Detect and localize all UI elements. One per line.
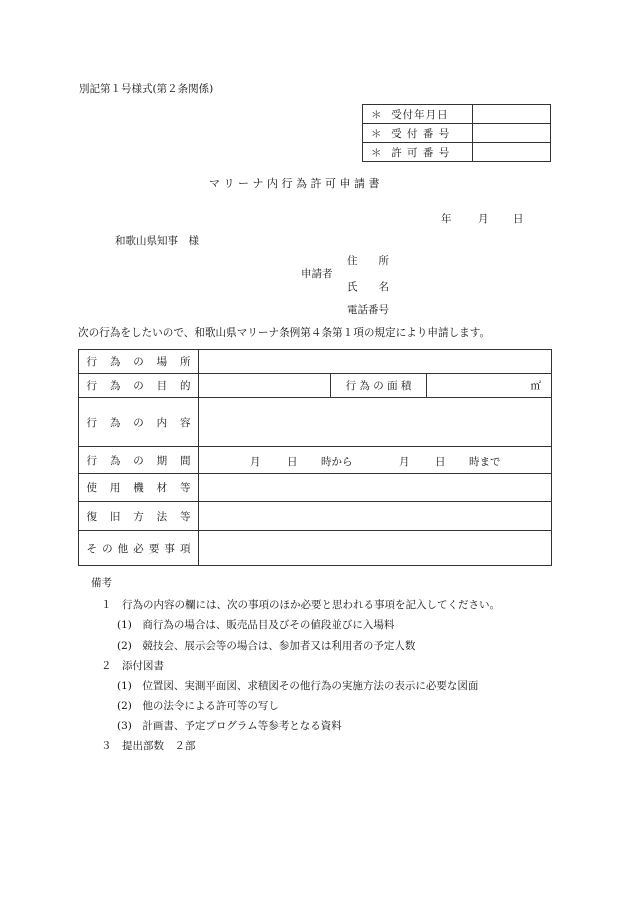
label-purpose: 行 為 の 目 的 — [79, 374, 199, 398]
row-other — [79, 531, 552, 566]
label-other: そ の 他 必 要 事 項 — [79, 531, 199, 566]
field-equipment[interactable] — [199, 474, 552, 502]
field-content[interactable] — [199, 398, 552, 447]
note-item: ２ 添付図書 — [101, 660, 164, 672]
date-month: 月 — [478, 213, 489, 225]
page-title: マ リ ー ナ 内 行 為 許 可 申 請 書 — [209, 177, 380, 190]
note-item: (1) 位置図、実測平面図、求積図その他行為の実施方法の表示に必要な図面 — [117, 680, 479, 692]
row-equipment — [79, 474, 552, 502]
note-item: (2) 他の法令による許可等の写し — [117, 700, 279, 712]
area-unit: ㎡ — [530, 380, 541, 392]
note-item: １ 行為の内容の欄には、次の事項のほか必要と思われる事項を記入してください。 — [101, 599, 500, 611]
label-place: 行 為 の 場 所 — [79, 350, 199, 374]
field-other[interactable] — [199, 531, 552, 566]
receipt-value[interactable] — [473, 143, 551, 162]
intro-text: 次の行為をしたいので、和歌山県マリーナ条例第４条第１項の規定により申請します。 — [78, 327, 491, 339]
row-purpose — [79, 374, 552, 398]
receipt-row — [363, 124, 551, 143]
applicant-label: 申請者 — [301, 268, 333, 280]
notes-heading: 備考 — [91, 577, 112, 589]
applicant-name-label: 氏 名 — [347, 281, 389, 293]
field-area[interactable] — [427, 374, 552, 398]
note-item: (3) 計画書、予定プログラム等参考となる資料 — [117, 720, 342, 732]
date-day: 日 — [513, 213, 524, 225]
label-period: 行 為 の 期 間 — [79, 447, 199, 474]
note-item: ３ 提出部数 ２部 — [101, 740, 196, 752]
label-area: 行 為 の 面 積 — [331, 374, 427, 398]
field-restoration[interactable] — [199, 502, 552, 531]
receipt-value[interactable] — [473, 124, 551, 143]
row-place — [79, 350, 552, 374]
row-restoration — [79, 502, 552, 531]
period-day-start: 日 — [287, 456, 298, 468]
receipt-row — [363, 143, 551, 162]
receipt-label: ＊ 受付年月日 — [363, 105, 473, 124]
row-period — [79, 447, 552, 474]
period-to: 時まで — [469, 456, 501, 468]
period-day-end: 日 — [435, 456, 446, 468]
applicant-address-label: 住 所 — [347, 255, 389, 267]
receipt-label: ＊ 許 可 番 号 — [363, 143, 473, 162]
field-period[interactable] — [199, 447, 552, 474]
applicant-phone-label: 電話番号 — [347, 304, 389, 316]
addressee: 和歌山県知事 様 — [115, 235, 199, 247]
note-item: (2) 競技会、展示会等の場合は、参加者又は利用者の予定人数 — [117, 640, 416, 652]
application-table — [78, 349, 552, 566]
receipt-label: ＊ 受 付 番 号 — [363, 124, 473, 143]
label-restoration: 復 旧 方 法 等 — [79, 502, 199, 531]
receipt-value[interactable] — [473, 105, 551, 124]
field-place[interactable] — [199, 350, 552, 374]
receipt-table — [362, 104, 551, 162]
date-year: 年 — [441, 213, 452, 225]
label-equipment: 使 用 機 材 等 — [79, 474, 199, 502]
note-item: (1) 商行為の場合は、販売品目及びその値段並びに入場料 — [117, 619, 395, 631]
period-from: 時から — [321, 456, 353, 468]
period-month-start: 月 — [250, 456, 261, 468]
label-content: 行 為 の 内 容 — [79, 398, 199, 447]
receipt-row — [363, 105, 551, 124]
row-content — [79, 398, 552, 447]
form-id: 別記第１号様式(第２条関係) — [79, 83, 214, 95]
field-purpose[interactable] — [199, 374, 331, 398]
period-month-end: 月 — [399, 456, 410, 468]
